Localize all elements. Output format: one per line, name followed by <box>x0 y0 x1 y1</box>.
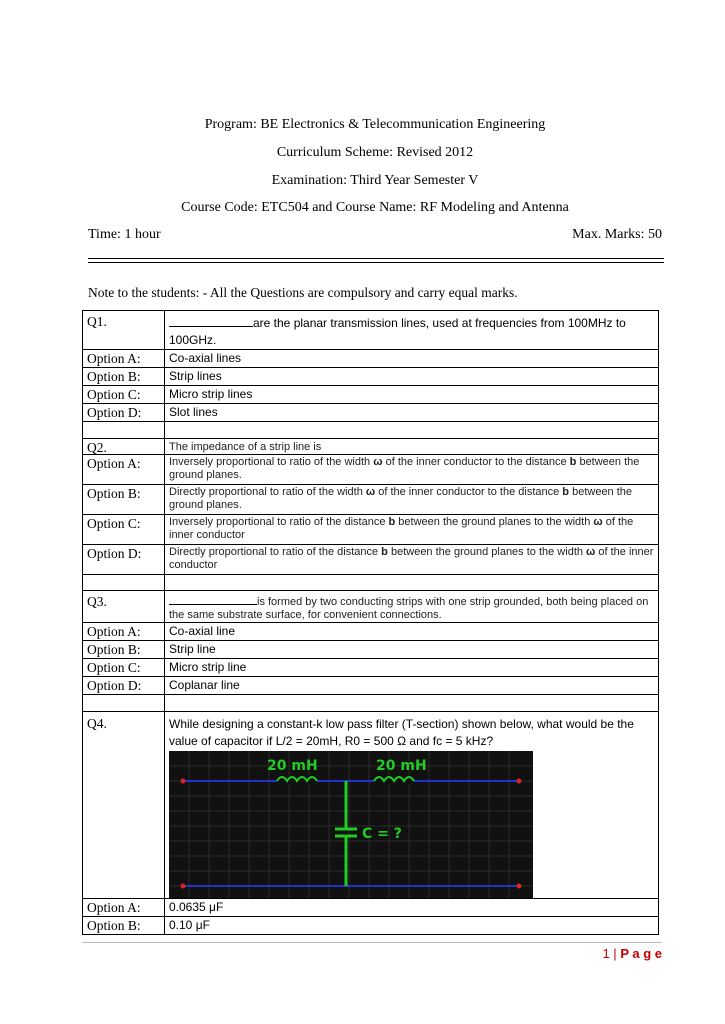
option-text: Micro strip line <box>165 659 659 677</box>
option-text: Micro strip lines <box>165 386 659 404</box>
question-text: The impedance of a strip line is <box>165 439 659 455</box>
question-number: Q4. <box>83 712 165 899</box>
option-label: Option A: <box>83 455 165 485</box>
header-rule-2 <box>88 262 664 263</box>
question-number: Q2. <box>83 439 165 455</box>
option-row <box>83 899 659 917</box>
option-label: Option C: <box>83 515 165 545</box>
option-text: Co-axial line <box>165 623 659 641</box>
option-row <box>83 485 659 515</box>
option-text: Strip line <box>165 641 659 659</box>
option-row <box>83 545 659 575</box>
inductor-1 <box>277 775 317 785</box>
option-row <box>83 677 659 695</box>
course-line: Course Code: ETC504 and Course Name: RF Modeling and Antenna <box>181 200 569 215</box>
option-text: Directly proportional to ratio of the width ω of the inner conductor to the distance b between the ground planes. <box>165 485 659 515</box>
question-text: are the planar transmission lines, used at frequencies from 100MHz to 100GHz. <box>165 311 659 350</box>
question-text <box>165 712 659 899</box>
option-row <box>83 350 659 368</box>
spacer-row <box>83 422 659 439</box>
option-label: Option D: <box>83 545 165 575</box>
question-number: Q3. <box>83 591 165 623</box>
option-label: Option B: <box>83 368 165 386</box>
exam-line: Examination: Third Year Semester V <box>271 173 479 188</box>
option-text: Inversely proportional to ratio of the distance b between the ground planes to the width ω of the inner conductor <box>165 515 659 545</box>
option-label: Option B: <box>83 641 165 659</box>
option-label: Option A: <box>83 899 165 917</box>
option-text: Slot lines <box>165 404 659 422</box>
option-text: Inversely proportional to ratio of the width ω of the inner conductor to the distance b between the ground planes. <box>165 455 659 485</box>
option-row <box>83 386 659 404</box>
spacer-row <box>83 695 659 712</box>
lowpass-filter-figure <box>169 751 533 898</box>
option-label: Option D: <box>83 404 165 422</box>
scheme-line: Curriculum Scheme: Revised 2012 <box>276 145 474 160</box>
option-label: Option A: <box>83 623 165 641</box>
option-text: 0.10 μF <box>165 917 659 935</box>
option-row <box>83 455 659 485</box>
program-line: Program: BE Electronics & Telecommunication Engineering <box>204 117 546 132</box>
time-label: Time: 1 hour <box>88 227 161 242</box>
max-marks-label: Max. Marks: 50 <box>572 227 662 242</box>
option-label: Option A: <box>83 350 165 368</box>
footer-separator: | <box>613 946 617 961</box>
page-word: P a g e <box>620 946 662 961</box>
footer-rule <box>82 942 662 943</box>
student-note: Note to the students: - All the Questions are compulsory and carry equal marks. <box>88 285 518 300</box>
question-text: is formed by two conducting strips with one strip grounded, both being placed on the same substrate surface, for convenient connections. <box>165 591 659 623</box>
page-footer <box>602 946 662 961</box>
question-row <box>83 591 659 623</box>
option-label: Option B: <box>83 485 165 515</box>
fill-blank <box>169 594 257 605</box>
option-row <box>83 515 659 545</box>
fill-blank <box>169 316 253 327</box>
option-label: Option C: <box>83 386 165 404</box>
option-row <box>83 641 659 659</box>
option-label: Option C: <box>83 659 165 677</box>
question-row <box>83 712 659 899</box>
question-table <box>82 310 659 935</box>
option-row <box>83 404 659 422</box>
option-row <box>83 917 659 935</box>
question-row <box>83 311 659 350</box>
option-text: Co-axial lines <box>165 350 659 368</box>
header-rule <box>88 258 664 259</box>
option-row <box>83 659 659 677</box>
inductor-1-label: 20 mH <box>267 758 318 774</box>
option-label: Option B: <box>83 917 165 935</box>
capacitor-label: C = ? <box>362 826 402 842</box>
page-number: 1 <box>602 946 610 961</box>
inductor-2 <box>374 775 414 785</box>
option-text: 0.0635 μF <box>165 899 659 917</box>
option-row <box>83 623 659 641</box>
inductor-2-label: 20 mH <box>376 758 427 774</box>
question-text-body: While designing a constant-k low pass filter (T-section) shown below, what would be the value of capacitor if L/2 = 20mH, R0 = 500 Ω and fc = 5 kHz? <box>169 717 634 748</box>
option-text: Strip lines <box>165 368 659 386</box>
option-row <box>83 368 659 386</box>
option-label: Option D: <box>83 677 165 695</box>
option-text: Coplanar line <box>165 677 659 695</box>
spacer-row <box>83 575 659 591</box>
question-row <box>83 439 659 455</box>
question-number: Q1. <box>83 311 165 350</box>
option-text: Directly proportional to ratio of the distance b between the ground planes to the width ω of the inner conductor <box>165 545 659 575</box>
